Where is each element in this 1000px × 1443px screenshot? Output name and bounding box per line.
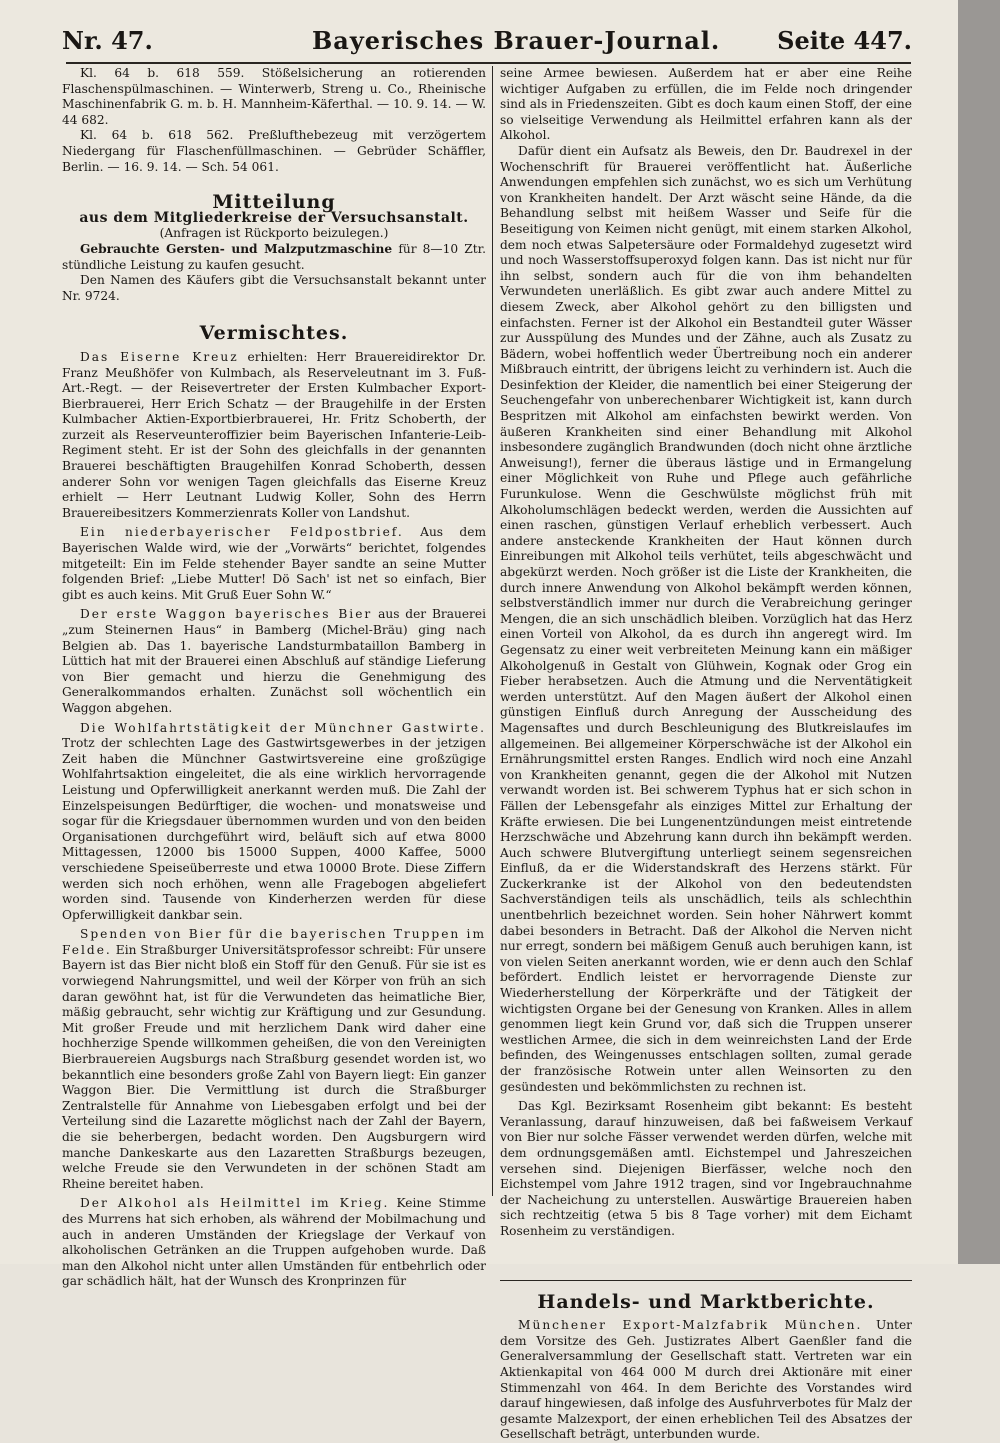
article-waggon [62, 607, 486, 716]
article-lead: Der erste Waggon bayerisches Bier [80, 607, 373, 622]
left-column [62, 66, 486, 1290]
mitteilung-ad-bold: Gebrauchte Gersten- und Malzputzmaschine [80, 241, 393, 256]
article-lead: Ein niederbayerischer Feldpostbrief. [80, 525, 404, 540]
article-continuation: seine Armee bewiesen. Außerdem hat er aber eine Reihe wichtiger Aufgaben zu erfüllen, die im Felde noch dringender sind als in Friedenszeiten. Gibt es doch kaum einen Stoff, der eine so vielseitige Verwendung als Heilmittel erfahren kann als der Alkohol. [500, 66, 912, 143]
journal-title: Bayerisches Brauer-Journal. [312, 26, 721, 55]
section-rule [500, 1280, 912, 1281]
patent-entry: Kl. 64 b. 618 559. Stößelsicherung an rotierenden Flaschenspülmaschinen. — Winterwerb, Streng u. Co., Rheinische Maschinenfabrik G. m. b. H. Mannheim-Käferthal. — 10. 9. 14. — W. 44 682. [62, 66, 486, 127]
header-rule [66, 62, 911, 64]
article-gastwirte [62, 721, 486, 924]
mitteilung-note: (Anfragen ist Rückporto beizulegen.) [159, 226, 389, 241]
page-number: Seite 447. [777, 26, 912, 55]
article-lead: Die Wohlfahrtstätigkeit der Münchner Gastwirte. [80, 720, 486, 735]
article-lead: Münchener Export-Malzfabrik München. [518, 1318, 863, 1333]
mitteilung-contact: Den Namen des Käufers gibt die Versuchsanstalt bekannt unter Nr. 9724. [62, 273, 486, 303]
article-body: aus der Brauerei „zum Steinernen Haus“ in Bamberg (Michel-Bräu) ging nach Belgien ab. Das 1. bayerische Landsturmbataillon Bamberg in Lüttich hat mit der Brauerei einen Abschluß auf ständige Lieferung von Bier gemacht und hierzu die Genehmigung des Generalkommandos erhalten. Zunächst soll wöchentlich ein Waggon abgehen. [62, 607, 486, 715]
article-alkohol [62, 1196, 486, 1290]
scan-edge [958, 0, 1000, 1264]
mitteilung-heading: Mitteilung [212, 191, 336, 214]
article-body: Unter dem Vorsitze des Geh. Justizrates Albert Gaenßler fand die Generalversammlung der Gesellschaft statt. Vertreten war ein Aktienkapital von 464 000 M durch drei Aktionäre mit einer Stimmenzahl von 464. In dem Berichte des Vorstandes wird darauf hingewiesen, daß infolge des Ausfuhrverbotes für Malz der gesamte Malzexport, der einen erheblichen Teil des Absatzes der Gesellschaft beträgt, unterbunden wurde. [500, 1318, 912, 1442]
article-body: Keine Stimme des Murrens hat sich erhoben, als während der Mobilmachung und auch in anderen Umständen der Kriegslage der Verkauf von alkoholischen Getränken an die Truppen aufgehoben wurde. Daß man den Alkohol nicht unter allen Umständen für entbehrlich oder gar schädlich hält, hat der Wunsch des Kronprinzen für [62, 1196, 487, 1289]
handels-heading: Handels- und Marktberichte. [537, 1290, 875, 1313]
article-lead: Das Eiserne Kreuz [80, 349, 239, 364]
article-bezirksamt: Das Kgl. Bezirksamt Rosenheim gibt bekannt: Es besteht Veranlassung, darauf hinzuweisen, daß bei faßweisem Verkauf von Bier nur solche Fässer verwendet werden dürfen, welche mit dem ordnungsgemäßen amtl. Eichstempel und Jahreszeichen versehen sind. Diejenigen Bierfässer, welche noch den Eichstempel vom Jahre 1912 tragen, sind vor Ingebrauchnahme der Nacheichung zu unterstellen. Auswärtige Brauereien haben sich rechtzeitig (etwa 5 bis 8 Tage vorher) mit dem Eichamt Rosenheim zu verständigen. [500, 1099, 912, 1238]
right-column [500, 66, 912, 1443]
article-body: Ein Straßburger Universitätsprofessor schreibt: Für unsere Bayern ist das Bier nicht bloß ein Stoff für den Genuß. Für sie ist es vorwiegend Nahrungsmittel, und weil der Körper von früh an sich daran gewöhnt hat, ist für die Verwundeten das heimatliche Bier, mäßig gebraucht, sehr wichtig zur Kräftigung und zur Gesundung. Mit großer Freude und mit herzlichem Dank wird daher eine hochherzige Spende willkommen geheißen, die von den Vereinigten Bierbrauereien Augsburgs nach Straßburg gesendet worden ist, wo bekanntlich eine besonders große Zahl von Bayern liegt: Ein ganzer Waggon Bier. Die Vermittlung ist durch die Straßburger Zentralstelle für Annahme von Liebesgaben erfolgt und bei der Verteilung sind die Lazarette möglichst nach der Zahl der Bayern, die sie beherbergen, bedacht worden. Den Augsburgern wird manche Dankeskarte aus den Lazaretten Straßburgs bezeugen, welche Freude sie den Verwundeten in der schönen Stadt am Rheine bereitet haben. [62, 942, 486, 1191]
article-body: erhielten: Herr Brauereidirektor Dr. Franz Meußhöfer von Kulmbach, als Reserveleutnant im 3. Fuß-Art.-Regt. — der Reisevertreter der Ersten Kulmbacher Export-Bierbrauerei, Herr Erich Schatz — der Braugehilfe in der Ersten Kulmbacher Aktien-Exportbierbrauerei, Hr. Fritz Schoberth, der zurzeit als Reserveunteroffizier beim Bayerischen Infanterie-Leib-Regiment steht. Er ist der Sohn des gleichfalls in der genannten Brauerei beschäftigten Braugehilfen Konrad Schoberth, dessen anderer Sohn vor wenigen Tagen gleichfalls das Eiserne Kreuz erhielt — Herr Leutnant Ludwig Koller, Sohn des Herrn Brauereibesitzers Kommerzienrats Koller von Landshut. [62, 349, 486, 520]
mitteilung-subheading: aus dem Mitgliederkreise der Versuchsanstalt. [79, 209, 469, 226]
article-body: Aus dem Bayerischen Walde wird, wie der „Vorwärts“ berichtet, folgendes mitgeteilt: Ein im Felde stehender Bayer sandte an seine Mutter folgenden Brief: „Liebe Mutter! Dö Sach' ist net so einfach, Bier gibt es auch keins. Mit Gruß Euer Sohn W.“ [62, 525, 486, 602]
article-malzfabrik [500, 1318, 912, 1443]
vermischtes-heading: Vermischtes. [199, 322, 349, 345]
column-divider [492, 66, 493, 1196]
article-spenden [62, 927, 486, 1192]
article-paragraph: Dafür dient ein Aufsatz als Beweis, den Dr. Baudrexel in der Wochenschrift für Brauerei veröffentlicht hat. Äußerliche Anwendungen empfehlen sich zunächst, wo es sich um Verhütung von Krankheiten handelt. Der Arzt wäscht seine Hände, da die Behandlung selbst mit heißem Wasser und Seife für die Beseitigung von Keimen nicht genügt, mit einem starken Alkohol, dem noch etwas Salpetersäure oder Formaldehyd zugesetzt wird und noch Wasserstoffsuperoxyd folgen kann. Das ist nicht nur für ihn selbst, sondern auch für die von ihm behandelten Verwundeten unerläßlich. Es gibt zwar auch andere Mittel zu diesem Zweck, aber Alkohol gehört zu den billigsten und einfachsten. Ferner ist der Alkohol ein Bestandteil guter Wässer zur Ausspülung des Mundes und der Zähne, auch als Zusatz zu Bädern, wobei hoffentlich weder Übertreibung noch ein anderer Mißbrauch eintritt, der übrigens leicht zu verhindern ist. Auch die Desinfektion der Kleider, die namentlich bei einer Steigerung der Seuchengefahr von unberechenbarer Wichtigkeit ist, kann durch Bespritzen mit Alkohol am einfachsten bewirkt werden. Von äußeren Krankheiten sind einer Behandlung mit Alkohol insbesondere zugänglich Brandwunden (doch nicht ohne ärztliche Anweisung!), ferner die überaus lästige und in Ermangelung einer Möglichkeit von Ruhe und Pflege auch gefährliche Furunkulose. Wenn die Geschwülste möglichst früh mit Alkoholumschlägen bedeckt werden, werden die Aussichten auf einen raschen, günstigen Verlauf erheblich verbessert. Auch andere ansteckende Krankheiten der Haut können durch Einreibungen mit Alkohol teils verhütet, teils abgeschwächt und abgekürzt werden. Noch größer ist die Liste der Krankheiten, die durch innere Anwendung von Alkohol bekämpft werden können, selbstverständlich immer nur durch die Verabreichung geringer Mengen, die an sich unschädlich bleiben. Vorzüglich hat das Herz einen Vorteil von Alkohol, da es durch ihn angeregt wird. Im Gegensatz zu einer weit verbreiteten Meinung kann ein mäßiger Alkoholgenuß in Gestalt von Glühwein, Kognak oder Grog ein Fieber herabsetzen. Auch die Atmung und die Nerventätigkeit werden unterstützt. Auf den Magen äußert der Alkohol einen günstigen Einfluß durch Anregung der Ausscheidung des Magensaftes und durch Beschleunigung des Blutkreislaufes im allgemeinen. Bei allgemeiner Körperschwäche ist der Alkohol ein Ernährungsmittel ersten Ranges. Endlich wird noch eine Anzahl von Krankheiten genannt, gegen die der Alkohol mit Nutzen verwandt worden ist. Bei schwerem Typhus hat er sich schon in Fällen der Lebensgefahr als einziges Mittel zur Erhaltung der Kräfte erwiesen. Die bei Lungenentzündungen meist eintretende Herzschwäche und Abzehrung kann durch ihn bekämpft werden. Auch schwere Blutvergiftung unterliegt seinem segensreichen Einfluß, da er die Widerstandskraft des Herzens stärkt. Für Zuckerkranke ist der Alkohol von den bedeutendsten Sachverständigen teils als unschädlich, teils als schlechthin unentbehrlich bezeichnet worden. Sein hoher Nährwert kommt dabei besonders in Betracht. Daß der Alkohol die Nerven nicht nur erregt, sondern bei mäßigem Genuß auch beruhigen kann, ist von vielen Seiten anerkannt worden, wie er denn auch den Schlaf befördert. Endlich leistet er hervorragende Dienste zur Wiederherstellung der Körperkräfte und der Tätigkeit der wichtigsten Organe bei der Genesung von Kranken. Alles in allem genommen liegt kein Grund vor, daß sich die Truppen unserer westlichen Armee, die sich in dem weinreichsten Land der Erde befinden, des Weingenusses entschlagen sollten, zumal gerade der französische Rotwein unter allen Weinsorten zu den gesündesten und bekömmlichsten zu rechnen ist. [500, 143, 912, 1094]
issue-number: Nr. 47. [62, 26, 153, 55]
page-header [62, 26, 912, 62]
article-lead: Spenden von Bier für die bayerischen Truppen im Felde. [62, 927, 486, 957]
mitteilung-ad-text: für 8—10 Ztr. stündliche Leistung zu kaufen gesucht. [62, 241, 487, 272]
mitteilung-ad [62, 242, 486, 273]
article-body: Trotz der schlechten Lage des Gastwirtsgewerbes in der jetzigen Zeit haben die Münchner Gastwirtsvereine eine großzügige Wohlfahrtsaktion eingeleitet, die als eine wirklich hervorragende Leistung und Opferwilligkeit anerkannt werden muß. Die Zahl der Einzelspeisungen Bedürftiger, die wochen- und monatsweise und sogar für die Kriegsdauer übernommen wurden und von den beiden Organisationen durchgeführt wird, beläuft sich auf etwa 8000 Mittagessen, 12000 bis 15000 Suppen, 4000 Kaffee, 5000 verschiedene Speiseüberreste und etwa 10000 Brote. Diese Ziffern werden sich noch erhöhen, wenn alle Fragebogen abgeliefert worden sind. Tausende von Kinderherzen werden für diese Opferwilligkeit dankbar sein. [62, 736, 486, 922]
article-feldpostbrief [62, 525, 486, 603]
article-lead: Der Alkohol als Heilmittel im Krieg. [80, 1196, 390, 1211]
patent-entry: Kl. 64 b. 618 562. Preßlufthebezeug mit verzögertem Niedergang für Flaschenfüllmaschinen. — Gebrüder Schäffler, Berlin. — 16. 9. 14. — Sch. 54 061. [62, 128, 486, 174]
article-eisernes-kreuz [62, 350, 486, 522]
